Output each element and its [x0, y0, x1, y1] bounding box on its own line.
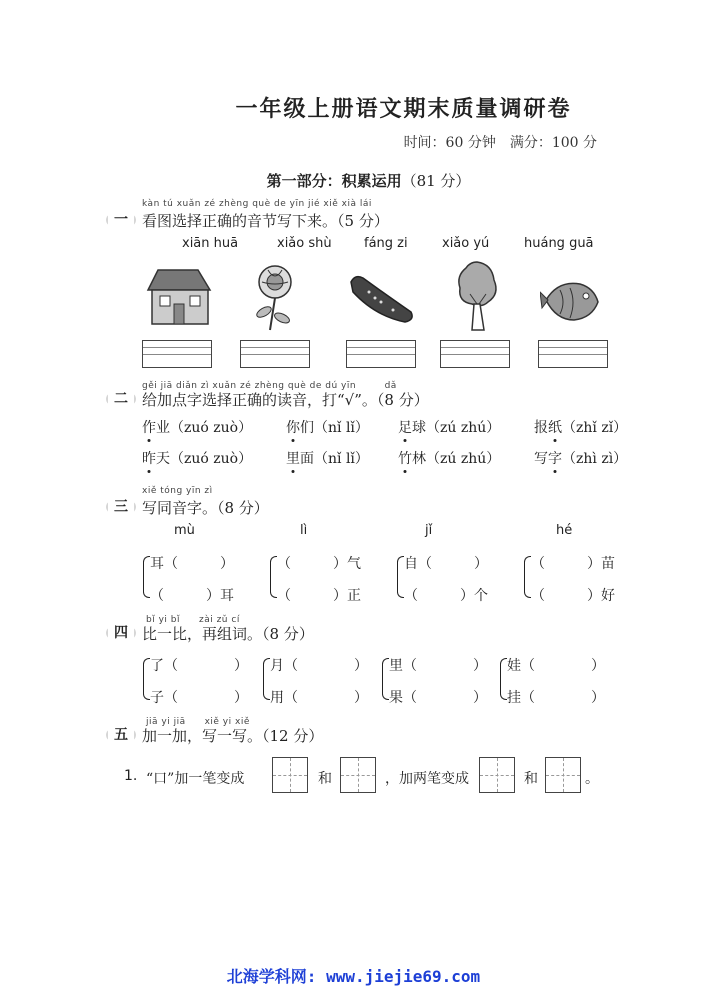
q5-number: 1. [124, 768, 138, 784]
q2-item-1[interactable]: 作业（zuó zuò） [142, 420, 253, 436]
section2-number: 二 [108, 389, 134, 409]
q2-item-5[interactable]: 昨天（zuó zuò） [142, 451, 253, 467]
q3-brace-2 [270, 556, 277, 598]
q4-group1-top[interactable]: 了（ ） [150, 658, 248, 674]
q3-group3-bottom[interactable]: （ ）个 [404, 588, 488, 604]
q4-group3-top[interactable]: 里（ ） [389, 658, 487, 674]
q4-brace-4 [500, 658, 507, 700]
answer-box-5[interactable] [538, 340, 608, 368]
section3-pinyin: xiě tóng yīn zì [142, 486, 213, 496]
section1-number: 一 [108, 210, 134, 230]
q5-grid-box-1[interactable] [272, 757, 308, 793]
q5-part-a: “口”加一笔变成 [146, 771, 245, 787]
answer-box-2[interactable] [240, 340, 310, 368]
q4-group4-top[interactable]: 娃（ ） [507, 658, 605, 674]
q4-brace-1 [143, 658, 150, 700]
page-title: 一年级上册语文期末质量调研卷 [235, 96, 572, 122]
q5-and-2: 和 [524, 771, 538, 787]
q4-group4-bottom[interactable]: 挂（ ） [507, 690, 605, 706]
section5-number: 五 [108, 725, 134, 745]
q2-item-2[interactable]: 你们（nǐ lǐ） [286, 420, 369, 436]
q3-brace-3 [397, 556, 404, 598]
q5-end: 。 [585, 771, 599, 787]
section3-text: 写同音字。（8 分） [142, 499, 269, 517]
q3-group3-top[interactable]: 自（ ） [404, 556, 488, 572]
q3-group2-bottom[interactable]: （ ）正 [277, 588, 361, 604]
q3-pinyin-1: mù [174, 523, 195, 538]
q4-group2-top[interactable]: 月（ ） [270, 658, 368, 674]
flower-icon [248, 260, 302, 332]
fish-icon [540, 274, 604, 330]
q3-pinyin-2: lì [300, 523, 308, 538]
q3-pinyin-3: jǐ [425, 523, 433, 538]
footer-watermark: 北海学科网: www.jiejie69.com [226, 967, 481, 986]
section5-text: 加一加，写一写。（12 分） [142, 727, 324, 745]
cucumber-icon [345, 272, 417, 326]
time-info: 时间：60 分钟 满分：100 分 [403, 135, 597, 151]
q3-pinyin-4: hé [556, 523, 573, 538]
q5-grid-box-2[interactable] [340, 757, 376, 793]
q3-group4-top[interactable]: （ ）苗 [531, 556, 615, 572]
section2-pinyin: gěi jiā diǎn zì xuǎn zé zhèng què de dú yīn dǎ [142, 381, 397, 391]
q4-group2-bottom[interactable]: 用（ ） [270, 690, 368, 706]
part1-label: 第一部分：积累运用 [266, 172, 402, 190]
section3-number: 三 [108, 497, 134, 517]
q2-item-4[interactable]: 报纸（zhǐ zǐ） [534, 420, 628, 436]
q4-group1-bottom[interactable]: 子（ ） [150, 690, 248, 706]
answer-box-3[interactable] [346, 340, 416, 368]
q1-word-1: xiān huā [182, 236, 239, 251]
q5-grid-box-3[interactable] [479, 757, 515, 793]
section1-pinyin: kàn tú xuǎn zé zhèng què de yīn jié xiě xià lái [142, 199, 372, 209]
part1-score: （81 分） [401, 172, 471, 190]
q5-and-1: 和 [318, 771, 332, 787]
tree-icon [452, 258, 502, 332]
q4-group3-bottom[interactable]: 果（ ） [389, 690, 487, 706]
house-icon [140, 262, 216, 328]
q3-group2-top[interactable]: （ ）气 [277, 556, 361, 572]
section4-number: 四 [108, 623, 134, 643]
q5-part-b: ，加两笔变成 [385, 771, 469, 787]
section4-pinyin: bǐ yi bǐ zài zǔ cí [146, 615, 240, 625]
q2-item-3[interactable]: 足球（zú zhú） [398, 420, 501, 436]
q1-word-4: xiǎo yú [442, 236, 490, 251]
q3-group1-bottom[interactable]: （ ）耳 [150, 588, 234, 604]
q3-group4-bottom[interactable]: （ ）好 [531, 588, 615, 604]
q1-word-2: xiǎo shù [277, 236, 332, 251]
section2-text: 给加点字选择正确的读音，打“√”。（8 分） [142, 391, 429, 409]
q3-brace-4 [524, 556, 531, 598]
q2-item-8[interactable]: 写字（zhì zì） [534, 451, 628, 467]
q4-brace-3 [382, 658, 389, 700]
section1-text: 看图选择正确的音节写下来。（5 分） [142, 212, 389, 230]
q3-brace-1 [143, 556, 150, 598]
section5-pinyin: jiā yi jiā xiě yi xiě [146, 717, 250, 727]
q5-grid-box-4[interactable] [545, 757, 581, 793]
q1-word-3: fáng zi [364, 236, 408, 251]
answer-box-4[interactable] [440, 340, 510, 368]
q4-brace-2 [263, 658, 270, 700]
q2-item-7[interactable]: 竹林（zú zhú） [398, 451, 501, 467]
q2-item-6[interactable]: 里面（nǐ lǐ） [286, 451, 369, 467]
section4-text: 比一比，再组词。（8 分） [142, 625, 314, 643]
q3-group1-top[interactable]: 耳（ ） [150, 556, 234, 572]
answer-box-1[interactable] [142, 340, 212, 368]
part1-heading [0, 170, 707, 191]
q1-word-5: huáng guā [524, 236, 594, 251]
